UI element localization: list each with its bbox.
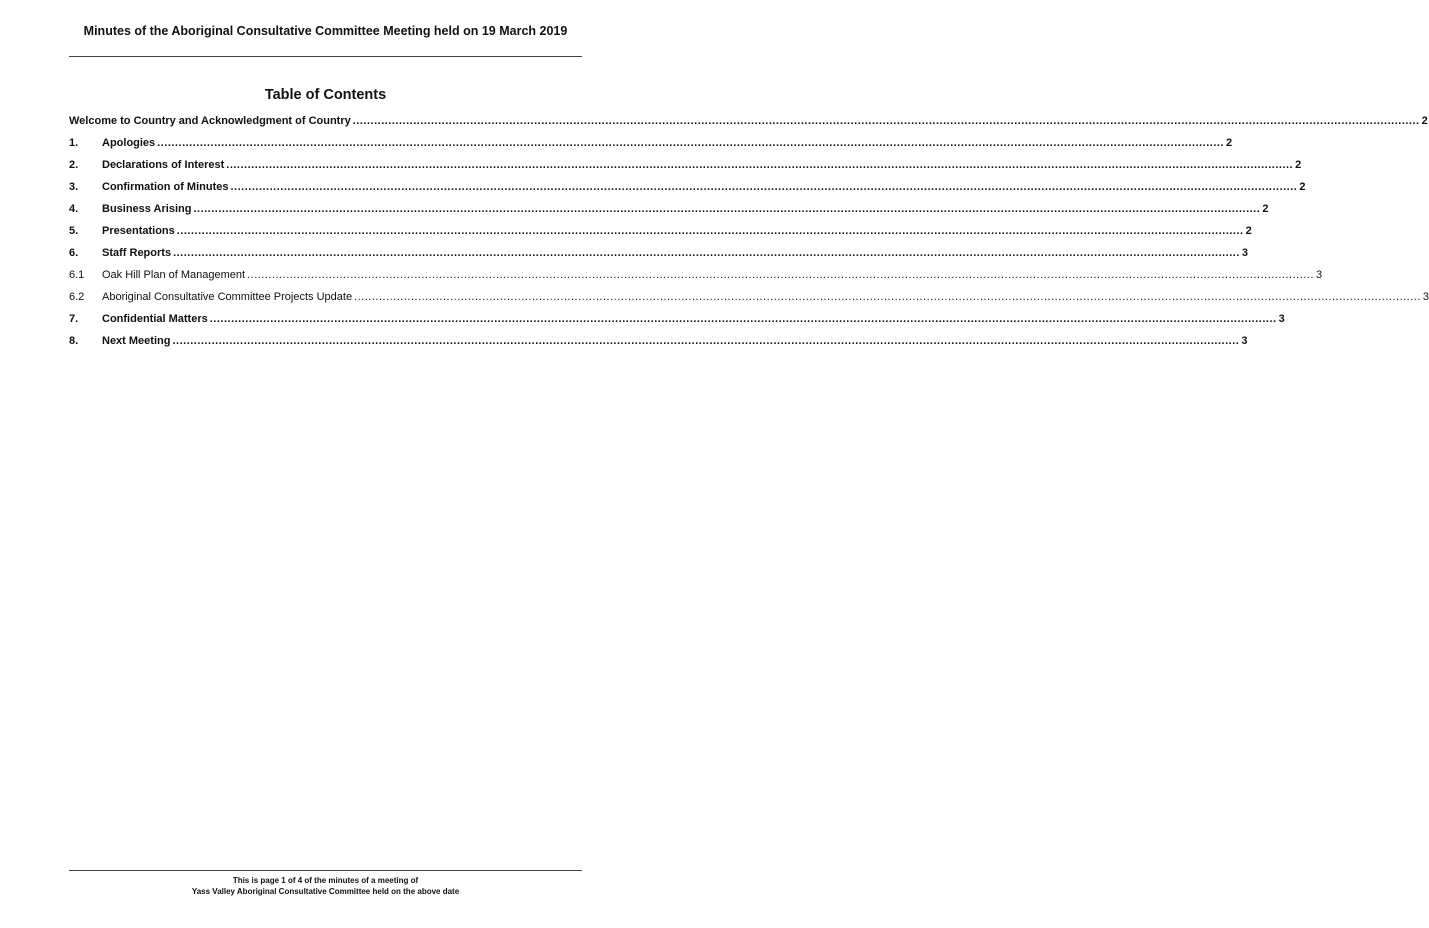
table-of-contents (69, 110, 1429, 352)
toc-entry[interactable] (69, 308, 1285, 330)
toc-entry-title: Confidential Matters (102, 313, 208, 325)
footer-divider (69, 870, 582, 871)
page-footer (0, 875, 651, 897)
toc-entry[interactable] (69, 132, 1233, 154)
toc-entry-number: 4. (69, 203, 79, 215)
toc-dot-leader: ............................................................................................................................................................................................................................................................................................................ (247, 269, 1314, 281)
toc-entry-page-number: 3 (1422, 291, 1429, 303)
toc-entry-number: 1. (69, 137, 79, 149)
toc-dot-leader: ............................................................................................................................................................................................................................................................................................................ (230, 181, 1298, 193)
toc-entry-title: Apologies (102, 137, 156, 149)
toc-entry-number: 2. (69, 159, 79, 171)
toc-entry-title: Declarations of Interest (102, 159, 225, 171)
toc-heading: Table of Contents (264, 87, 387, 103)
toc-entry-number: 6.2 (69, 291, 85, 303)
page-header-title: Minutes of the Aboriginal Consultative Committee Meeting held on 19 March 2019 (83, 24, 568, 38)
toc-entry-page-number: 2 (1421, 115, 1428, 127)
toc-entry-number: 5. (69, 225, 79, 237)
toc-entry-page-number: 3 (1241, 247, 1249, 259)
toc-entry-title: Business Arising (102, 203, 192, 215)
toc-entry[interactable] (69, 330, 1248, 352)
toc-entry-page-number: 3 (1241, 335, 1248, 347)
toc-entry[interactable] (69, 220, 1252, 242)
toc-dot-leader: ............................................................................................................................................................................................................................................................................................................ (209, 313, 1277, 325)
toc-dot-leader: ............................................................................................................................................................................................................................................................................................................ (172, 335, 1240, 347)
toc-dot-leader: ............................................................................................................................................................................................................................................................................................................ (157, 137, 1225, 149)
toc-entry-title: Aboriginal Consultative Committee Projects Update (102, 291, 353, 303)
toc-dot-leader: ............................................................................................................................................................................................................................................................................................................ (176, 225, 1244, 237)
toc-dot-leader: ............................................................................................................................................................................................................................................................................................................ (173, 247, 1240, 259)
toc-entry[interactable] (69, 286, 1429, 308)
toc-dot-leader: ............................................................................................................................................................................................................................................................................................................ (226, 159, 1294, 171)
toc-dot-leader: ............................................................................................................................................................................................................................................................................................................ (354, 291, 1421, 303)
toc-entry-page-number: 2 (1245, 225, 1252, 237)
toc-entry[interactable] (69, 198, 1269, 220)
toc-entry-title: Oak Hill Plan of Management (102, 269, 246, 281)
toc-entry-page-number: 2 (1226, 137, 1233, 149)
toc-entry-title: Next Meeting (102, 335, 171, 347)
toc-entry-number: 8. (69, 335, 79, 347)
toc-entry-title: Presentations (102, 225, 175, 237)
toc-entry[interactable] (69, 242, 1249, 264)
toc-entry-number: 7. (69, 313, 79, 325)
toc-entry-number: 6. (69, 247, 79, 259)
toc-entry-title: Staff Reports (102, 247, 172, 259)
toc-entry-title: Confirmation of Minutes (102, 181, 229, 193)
footer-line-2: Yass Valley Aboriginal Consultative Committee held on the above date (191, 887, 460, 896)
toc-entry-page-number: 3 (1278, 313, 1285, 325)
toc-entry-title: Welcome to Country and Acknowledgment of Country (69, 115, 351, 127)
toc-entry[interactable] (69, 176, 1306, 198)
toc-dot-leader: ............................................................................................................................................................................................................................................................................................................ (352, 115, 1420, 127)
toc-entry-number: 6.1 (69, 269, 85, 281)
toc-entry-number: 3. (69, 181, 79, 193)
toc-entry-page-number: 3 (1315, 269, 1323, 281)
toc-entry-page-number: 2 (1262, 203, 1269, 215)
toc-entry-page-number: 2 (1295, 159, 1302, 171)
header-divider (69, 56, 582, 57)
toc-dot-leader: ............................................................................................................................................................................................................................................................................................................ (193, 203, 1261, 215)
toc-entry[interactable] (69, 154, 1302, 176)
footer-line-1: This is page 1 of 4 of the minutes of a meeting of (232, 876, 419, 885)
toc-entry-page-number: 2 (1299, 181, 1306, 193)
toc-entry[interactable] (69, 110, 1428, 132)
toc-entry[interactable] (69, 264, 1323, 286)
